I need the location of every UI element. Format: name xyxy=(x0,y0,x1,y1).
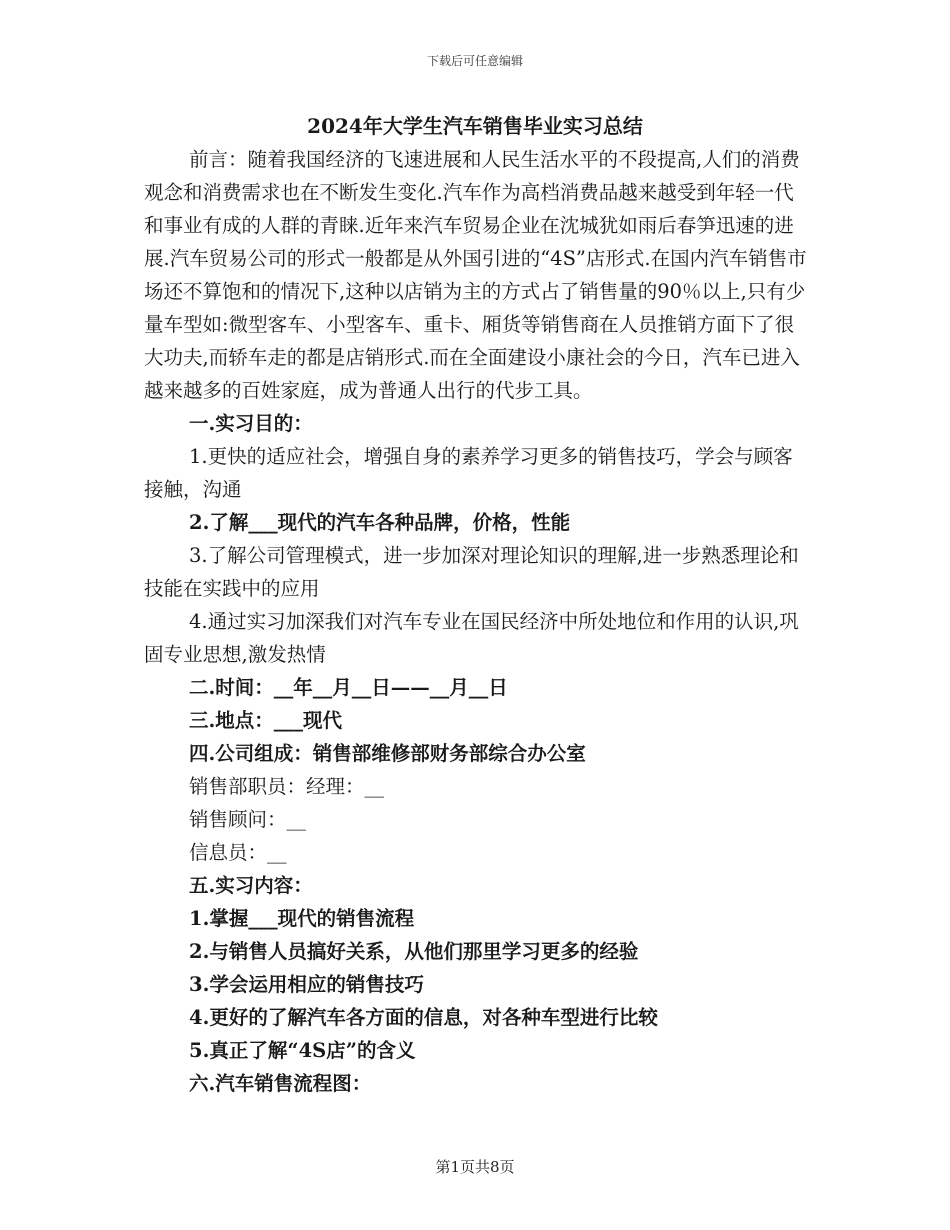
staff-manager: 销售部职员：经理：__ xyxy=(189,775,385,798)
section-heading-content: 五.实习内容： xyxy=(189,874,313,897)
document-body xyxy=(144,143,808,1100)
section-heading-time: 二.时间：__年__月__日——__月__日 xyxy=(189,676,508,699)
page-number: 第1页共8页 xyxy=(435,1158,515,1176)
section-heading-location: 三.地点：___现代 xyxy=(189,709,343,732)
purpose-item-3: 3.了解公司管理模式，进一步加深对理论知识的理解,进一步熟悉理论和技能在实践中的应用 xyxy=(144,544,799,600)
content-item-3: 3.学会运用相应的销售技巧 xyxy=(189,973,424,996)
content-item-4: 4.更好的了解汽车各方面的信息，对各种车型进行比较 xyxy=(189,1006,658,1029)
preface-paragraph: 前言：随着我国经济的飞速进展和人民生活水平的不段提高,人们的消费观念和消费需求也在不断发生变化.汽车作为高档消费品越来越受到年轻一代和事业有成的人群的青睐.近年来汽车贸易企业在沈城犹如雨后春笋迅速的进展.汽车贸易公司的形式一般都是从外国引进的“4S”店形式.在国内汽车销售市场还不算饱和的情况下,这种以店销为主的方式占了销售量的90％以上,只有少量车型如:微型客车、小型客车、重卡、厢货等销售商在人员推销方面下了很大功夫,而轿车走的都是店销形式.而在全面建设小康社会的今日，汽车已进入越来越多的百姓家庭，成为普通人出行的代步工具。 xyxy=(144,148,807,402)
staff-consultant: 销售顾问：__ xyxy=(189,808,307,831)
purpose-item-4: 4.通过实习加深我们对汽车专业在国民经济中所处地位和作用的认识,巩固专业思想,激发热情 xyxy=(144,610,799,666)
content-item-5: 5.真正了解“4S店”的含义 xyxy=(189,1039,416,1062)
purpose-item-1: 1.更快的适应社会，增强自身的素养学习更多的销售技巧，学会与顾客接触，沟通 xyxy=(144,445,793,501)
section-heading-company: 四.公司组成：销售部维修部财务部综合办公室 xyxy=(189,742,586,765)
document-title: 2024年大学生汽车销售毕业实习总结 xyxy=(307,114,643,138)
section-heading-purpose: 一.实习目的： xyxy=(189,412,313,435)
page-header: 下载后可任意编辑 xyxy=(426,54,523,68)
content-item-2: 2.与销售人员搞好关系，从他们那里学习更多的经验 xyxy=(189,940,639,963)
content-item-1: 1.掌握___现代的销售流程 xyxy=(189,907,415,930)
section-heading-flowchart: 六.汽车销售流程图： xyxy=(189,1072,372,1095)
purpose-item-2: 2.了解___现代的汽车各种品牌，价格，性能 xyxy=(189,511,571,534)
staff-info-officer: 信息员：__ xyxy=(189,841,287,864)
